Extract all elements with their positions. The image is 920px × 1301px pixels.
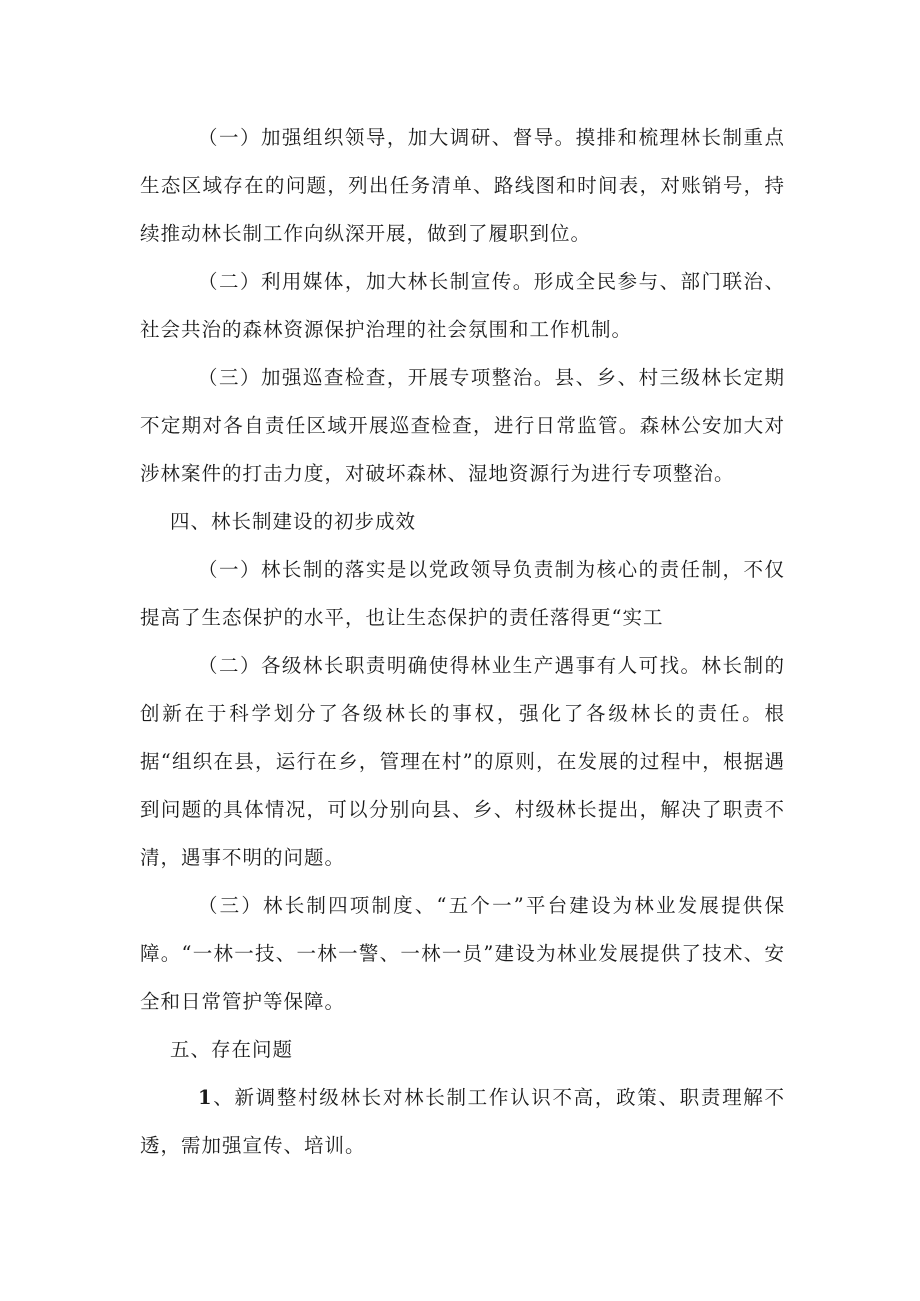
paragraph-problem-1 xyxy=(140,1074,785,1170)
paragraph-responsibility-system: （一）林长制的落实是以党政领导负责制为核心的责任制，不仅提高了生态保护的水平，也让生态保护的责任落得更“实工 xyxy=(140,558,785,629)
paragraph-organization-leadership: （一）加强组织领导，加大调研、督导。摸排和梳理林长制重点生态区域存在的问题，列出任务清单、路线图和时间表，对账销号，持续推动林长制工作向纵深开展，做到了履职到位。 xyxy=(140,126,785,245)
paragraph-patrol-inspection: （三）加强巡查检查，开展专项整治。县、乡、村三级林长定期不定期对各自责任区域开展巡查检查，进行日常监管。森林公安加大对涉林案件的打击力度，对破坏森林、湿地资源行为进行专项整治。 xyxy=(140,366,785,485)
paragraph-media-publicity: （二）利用媒体，加大林长制宣传。形成全民参与、部门联治、社会共治的森林资源保护治理的社会氛围和工作机制。 xyxy=(140,270,785,341)
section-heading-existing-problems: 五、存在问题 xyxy=(170,1038,294,1061)
problem-number: 1 xyxy=(198,1086,213,1109)
paragraph-platform-construction: （三）林长制四项制度、“五个一”平台建设为林业发展提供保障。“一林一技、一林一警、一林一员”建设为林业发展提供了技术、安全和日常管护等保障。 xyxy=(140,894,785,1013)
section-heading-initial-results: 四、林长制建设的初步成效 xyxy=(170,510,417,533)
paragraph-clear-duties: （二）各级林长职责明确使得林业生产遇事有人可找。林长制的创新在于科学划分了各级林长的事权，强化了各级林长的责任。根据“组织在县，运行在乡，管理在村”的原则，在发展的过程中，根据遇到问题的具体情况，可以分别向县、乡、村级林长提出，解决了职责不清，遇事不明的问题。 xyxy=(140,654,785,869)
problem-text: 、新调整村级林长对林长制工作认识不高，政策、职责理解不透，需加强宣传、培训。 xyxy=(140,1086,785,1157)
